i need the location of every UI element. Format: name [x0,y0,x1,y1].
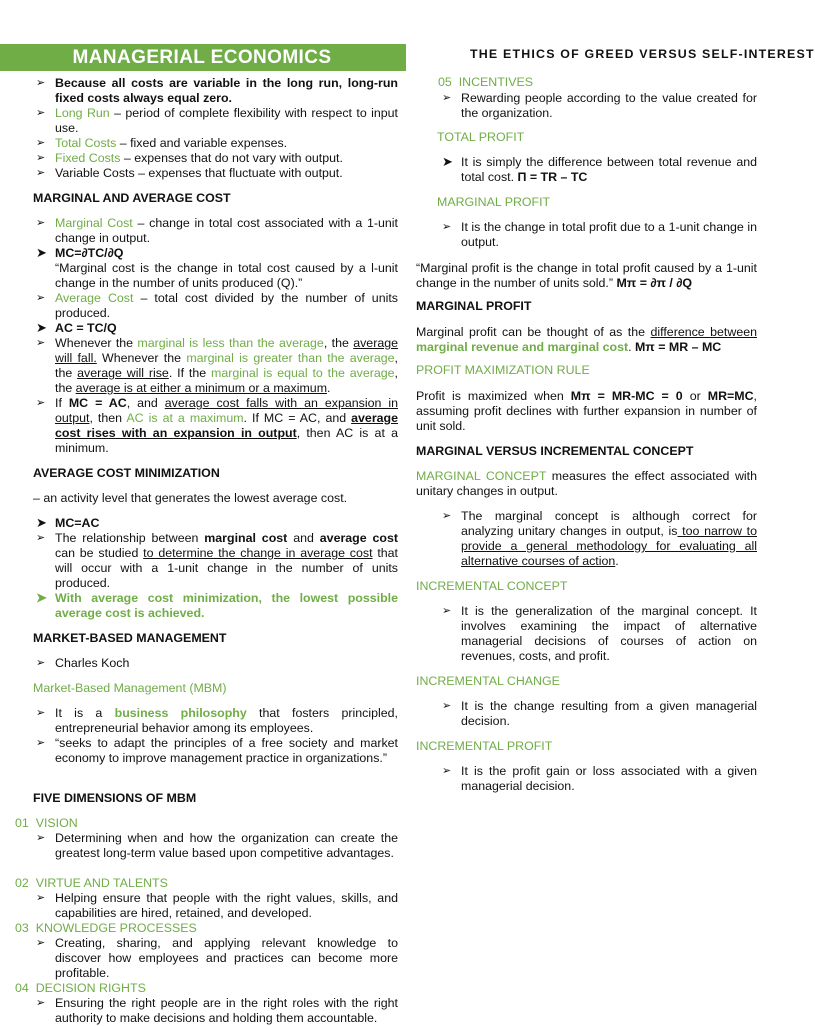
section-heading: MARGINAL PROFIT [416,299,532,313]
subheading: INCREMENTAL CONCEPT [416,579,568,593]
dimension-heading: 04 DECISION RIGHTS [15,981,146,995]
arrow-bullet-icon: ➢ [442,700,452,712]
arrow-bullet-icon: ➢ [36,657,46,669]
list-item: ➢ Whenever the marginal is less than the average, the average will fall. Whenever the marginal is greater than the average, the average will rise. If the marginal is equal to the average, the average is at either a minimum or a maximum. [36,336,398,395]
arrow-bullet-icon: ➢ [442,221,452,233]
list-item: ➢ Helping ensure that people with the right values, skills, and capabilities are hired, retained, and developed. [36,891,398,920]
paragraph: MARGINAL CONCEPT measures the effect associated with unitary changes in output. [416,469,757,498]
list-item: ➢ Charles Koch [36,656,130,670]
dimension-heading: 03 KNOWLEDGE PROCESSES [15,921,197,935]
section-heading: MARGINAL VERSUS INCREMENTAL CONCEPT [416,444,694,458]
arrow-bullet-icon: ➤ [442,154,453,169]
arrow-bullet-icon: ➢ [442,765,452,777]
list-item: ➢ Total Costs – fixed and variable expenses. [36,136,288,150]
list-item: ➢ The marginal concept is although correct for analyzing unitary changes in output, is too narrow to provide a general methodology for evaluating all alternative courses of action. [442,509,757,568]
list-item: ➢ Determining when and how the organization can create the greatest long-term value based upon competitive advantages. [36,831,398,860]
arrow-bullet-icon: ➢ [36,292,46,304]
paragraph: Profit is maximized when Mπ = MR-MC = 0 or MR=MC, assuming profit declines with further expansion in number of unit sold. [416,389,757,433]
list-item: ➢ Because all costs are variable in the long run, long-run fixed costs always equal zero. [36,76,398,105]
arrow-bullet-icon: ➢ [36,137,46,149]
section-heading: MARGINAL AND AVERAGE COST [33,191,231,205]
list-item: ➤ MC=AC [36,515,100,530]
arrow-bullet-icon: ➢ [36,167,46,179]
paragraph: “Marginal profit is the change in total profit caused by a 1-unit change in the number of units sold.” Mπ = ∂π / ∂Q [416,261,757,290]
list-item: ➢ Creating, sharing, and applying relevant knowledge to discover how employees and practices can become more profitable. [36,936,398,980]
section-heading: FIVE DIMENSIONS OF MBM [33,791,197,805]
arrow-bullet-icon: ➢ [36,532,46,544]
subheading: TOTAL PROFIT [437,130,525,144]
arrow-bullet-icon: ➢ [36,737,46,749]
dimension-heading: 02 VIRTUE AND TALENTS [15,876,168,890]
list-item: ➢ Rewarding people according to the value created for the organization. [442,91,757,120]
subheading: Market-Based Management (MBM) [33,681,227,695]
arrow-bullet-icon: ➤ [36,515,47,530]
arrow-bullet-icon: ➤ [36,320,47,335]
list-item: ➢ Variable Costs – expenses that fluctuate with output. [36,166,343,180]
list-item: ➤ It is simply the difference between total revenue and total cost. Π = TR – TC [442,154,757,184]
arrow-bullet-icon: ➢ [36,217,46,229]
arrow-bullet-icon: ➢ [36,707,46,719]
arrow-bullet-icon: ➢ [36,337,46,349]
dimension-heading: 05 INCENTIVES [438,75,534,89]
section-heading: MARKET-BASED MANAGEMENT [33,631,227,645]
list-item: ➤ AC = TC/Q [36,320,117,335]
list-item: ➢ It is the profit gain or loss associated with a given managerial decision. [442,764,757,793]
arrow-bullet-icon: ➢ [36,997,46,1009]
dimension-heading: 01 VISION [15,816,78,830]
arrow-bullet-icon: ➢ [36,77,46,89]
subheading: MARGINAL PROFIT [437,195,551,209]
list-item: ➢ If MC = AC, and average cost falls with an expansion in output, then AC is at a maximum. If MC = AC, and average cost rises with an expansion in output, then AC is at a minimum. [36,396,398,455]
paragraph: – an activity level that generates the lowest average cost. [33,491,348,505]
arrow-bullet-icon: ➢ [442,605,452,617]
list-item: ➢ It is a business philosophy that fosters principled, entrepreneurial behavior among its employees. [36,706,398,735]
section-heading: AVERAGE COST MINIMIZATION [33,466,220,480]
arrow-bullet-icon: ➢ [36,107,46,119]
section-title: THE ETHICS OF GREED VERSUS SELF-INTEREST [470,47,815,61]
arrow-bullet-icon: ➢ [36,892,46,904]
list-item: ➢ Long Run – period of complete flexibility with respect to input use. [36,106,398,135]
paragraph: Marginal profit can be thought of as the difference between marginal revenue and marginal cost. Mπ = MR – MC [416,325,757,354]
list-item: ➢ It is the generalization of the marginal concept. It involves examining the impact of alternative managerial decisions of courses of action on revenues, costs, and profit. [442,604,757,663]
list-item: ➢ Ensuring the right people are in the right roles with the right authority to make decisions and holding them accountable. [36,996,398,1025]
quote-text: “Marginal cost is the change in total cost caused by a l-unit change in the number of units produced (Q).” [55,261,398,290]
list-item: ➢ Average Cost – total cost divided by the number of units produced. [36,291,398,320]
list-item: ➤ With average cost minimization, the lowest possible average cost is achieved. [36,590,398,620]
list-item: ➢ It is the change in total profit due to a 1-unit change in output. [442,220,757,249]
arrow-bullet-icon: ➢ [442,510,452,522]
page-title-banner: MANAGERIAL ECONOMICS [0,44,406,71]
arrow-bullet-icon: ➢ [36,832,46,844]
list-item: ➢ It is the change resulting from a given managerial decision. [442,699,757,728]
list-item: ➢ “seeks to adapt the principles of a free society and market economy to improve management practice in organizations.” [36,736,398,765]
subheading: INCREMENTAL PROFIT [416,739,553,753]
subheading: INCREMENTAL CHANGE [416,674,560,688]
subheading: PROFIT MAXIMIZATION RULE [416,363,590,377]
arrow-bullet-icon: ➢ [36,937,46,949]
arrow-bullet-icon: ➤ [36,245,47,260]
list-item: ➢ Marginal Cost – change in total cost associated with a 1-unit change in output. [36,216,398,245]
arrow-bullet-icon: ➢ [36,152,46,164]
list-item: ➢ Fixed Costs – expenses that do not vary with output. [36,151,343,165]
list-item: ➢ The relationship between marginal cost and average cost can be studied to determine the change in average cost that will occur with a 1-unit change in the number of units produced. [36,531,399,590]
arrow-bullet-icon: ➢ [442,92,452,104]
list-item: ➤ MC=∂TC/∂Q [36,245,124,260]
arrow-bullet-icon: ➤ [36,590,47,605]
arrow-bullet-icon: ➢ [36,397,46,409]
